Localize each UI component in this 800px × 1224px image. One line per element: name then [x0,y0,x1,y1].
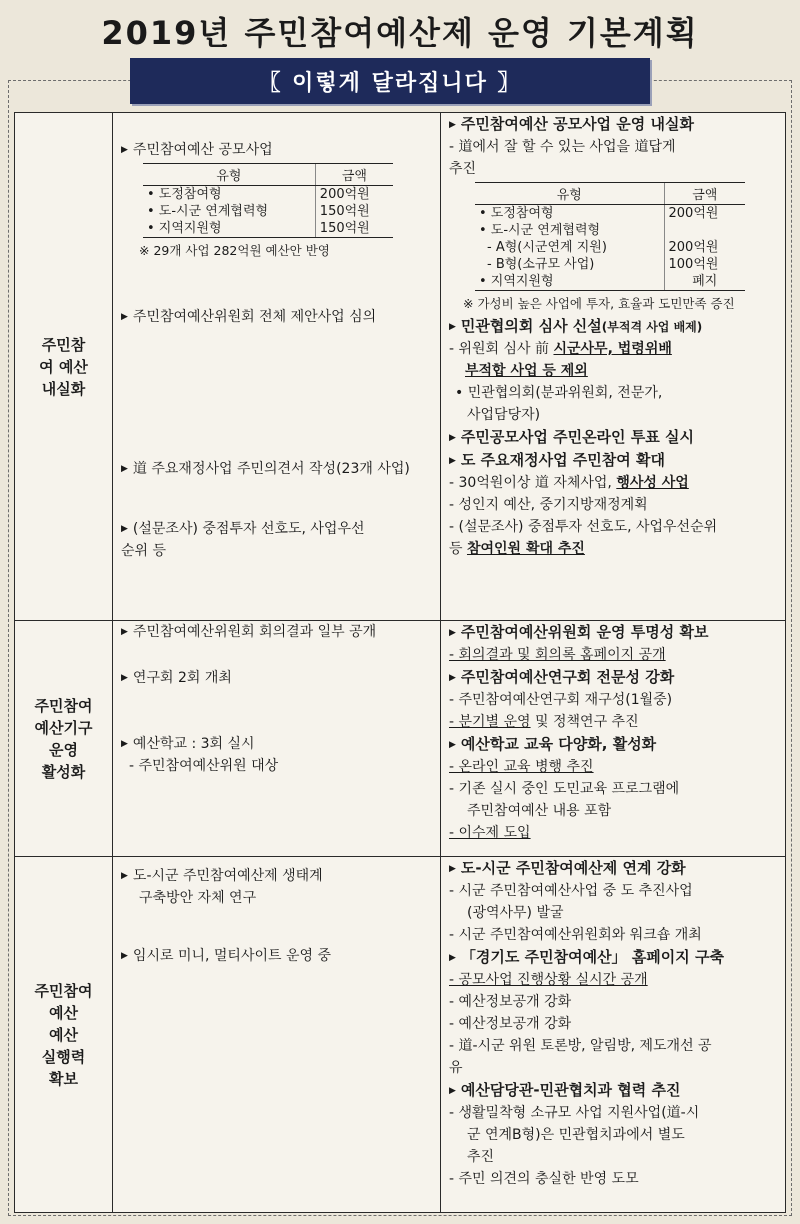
after-cell: ▶ 주민참여예산 공모사업 운영 내실화 - 道에서 잘 할 수 있는 사업을 道답게 추진 유형 금액 • 도정참여형 200억원 • 도-시군 연계협력형 - A형(시군연계 지원) 200억원 - B형(소규모 사업) 100억원 • 지역지원형 폐지 ※ 가성비 높은 사업에 투자, 효율과 도민만족 증진 ▶ 민관협의회 심사 신설(부적격 사업 배제) - 위원회 심사 前 시군사무, 법령위배 부적합 사업 등 제외 • 민관협의회(분과위원회, 전문가, 사업담당자) ▶ 주민공모사업 주민온라인 투표 실시 ▶ 도 주요재정사업 주민참여 확대 - 30억원이상 道 자체사업, 행사성 사업 - 성인지 예산, 중기지방재정계획 - (설문조사) 중점투자 선호도, 사업우선순위 등 참여인원 확대 추진 [441,113,786,621]
heading: ▶ 민관협의회 심사 신설(부적격 사업 배제) [449,317,703,335]
category-cell: 주민참여 예산 예산 실행력 확보 [15,857,113,1213]
arrow-right-icon: ▶ [449,673,456,683]
list-item: ▶ (설문조사) 중점투자 선호도, 사업우선 [121,521,365,537]
table-row [15,621,786,857]
arrow-right-icon: ▶ [449,740,456,750]
note: ※ 29개 사업 282억원 예산안 반영 [139,243,330,258]
note: ※ 가성비 높은 사업에 투자, 효율과 도민만족 증진 [463,296,735,311]
heading: ▶ 예산학교 교육 다양화, 활성화 [449,735,657,753]
arrow-right-icon: ▶ [121,951,128,961]
list-item: ▶ 道 주요재정사업 주민의견서 작성(23개 사업) [121,461,410,477]
after-cell: ▶ 주민참여예산위원회 운영 투명성 확보 - 회의결과 및 회의록 홈페이지 공개 ▶ 주민참여예산연구회 전문성 강화 - 주민참여예산연구회 재구성(1월중) - 분기별 운영 및 정책연구 추진 ▶ 예산학교 교육 다양화, 활성화 - 온라인 교육 병행 추진 - 기존 실시 중인 도민교육 프로그램에 주민참여예산 내용 포함 - 이수제 도입 [441,621,786,857]
heading: ▶ 도 주요재정사업 주민참여 확대 [449,451,665,469]
budget-table: 유형 금액 • 도정참여형 200억원 • 도-시군 연계협력형 - A형(시군연계 지원) 200억원 - B형(소규모 사업) 100억원 • 지역지원형 폐지 [475,182,745,291]
arrow-right-icon: ▶ [449,433,456,443]
arrow-right-icon: ▶ [121,464,128,474]
after-cell: ▶ 도-시군 주민참여예산제 연계 강화 - 시군 주민참여예산사업 중 도 추진사업 (광역사무) 발굴 - 시군 주민참여예산위원회와 워크숍 개최 ▶ 「경기도 주민참여예산」 홈페이지 구축 - 공모사업 진행상황 실시간 공개 - 예산정보공개 강화 - 예산정보공개 강화 - 道-시군 위원 토론방, 알림방, 제도개선 공 유 ▶ 예산담당관-민관협치과 협력 추진 - 생활밀착형 소규모 사업 지원사업(道-시 군 연계B형)은 민관협치과에서 별도 추진 - 주민 의견의 충실한 반영 도모 [441,857,786,1213]
table-row [15,113,786,621]
category-cell: 주민참 여 예산 내실화 [15,113,113,621]
before-cell: ▶ 도-시군 주민참여예산제 생태계 구축방안 자체 연구 ▶ 임시로 미니, 멀티사이트 운영 중 [113,857,441,1213]
arrow-right-icon: ▶ [449,953,456,963]
heading: ▶ 주민참여예산위원회 운영 투명성 확보 [449,623,709,641]
arrow-right-icon: ▶ [449,1086,456,1096]
arrow-right-icon: ▶ [449,628,456,638]
arrow-right-icon: ▶ [449,456,456,466]
heading: ▶ 주민공모사업 주민온라인 투표 실시 [449,428,694,446]
before-cell: ▶ 주민참여예산 공모사업 유형 금액 • 도정참여형 200억원 • 도-시군 연계협력형 150억원 • 지역지원형 150억원 ※ 29개 사업 282억원 예산안 반영 ▶ 주민참여예산위원회 전체 제안사업 심의 ▶ 道 주요재정사업 주민의견서 작성(23개 사업) ▶ (설문조사) 중점투자 선호도, 사업우선 순위 등 [113,113,441,621]
comparison-table [14,112,786,1213]
list-item: ▶ 도-시군 주민참여예산제 생태계 [121,868,323,884]
list-item: ▶ 주민참여예산위원회 회의결과 일부 공개 [121,624,377,640]
category-cell: 주민참여 예산기구 운영 활성화 [15,621,113,857]
arrow-right-icon: ▶ [121,673,128,683]
arrow-right-icon: ▶ [121,145,128,155]
arrow-right-icon: ▶ [121,739,128,749]
page-title: 2019년 주민참여예산제 운영 기본계획 [101,14,699,52]
arrow-right-icon: ▶ [121,871,128,881]
heading: ▶ 「경기도 주민참여예산」 홈페이지 구축 [449,948,724,966]
heading: ▶ 도-시군 주민참여예산제 연계 강화 [449,859,686,877]
list-item: ▶ 주민참여예산위원회 전체 제안사업 심의 [121,309,377,325]
arrow-right-icon: ▶ [449,864,456,874]
heading: ▶ 주민참여예산연구회 전문성 강화 [449,668,675,686]
section-banner: 〖 이렇게 달라집니다 〗 [130,58,650,104]
budget-table: 유형 금액 • 도정참여형 200억원 • 도-시군 연계협력형 150억원 • 지역지원형 150억원 [143,163,393,238]
heading: ▶ 주민참여예산 공모사업 운영 내실화 [449,115,694,133]
arrow-right-icon: ▶ [121,524,128,534]
arrow-right-icon: ▶ [449,120,456,130]
heading: ▶ 예산담당관-민관협치과 협력 추진 [449,1081,681,1099]
list-item: ▶ 예산학교 : 3회 실시 [121,736,255,752]
list-item: ▶ 임시로 미니, 멀티사이트 운영 중 [121,948,331,964]
table-row [15,857,786,1213]
arrow-right-icon: ▶ [121,312,128,322]
arrow-right-icon: ▶ [121,627,128,637]
list-item: ▶ 주민참여예산 공모사업 [121,142,273,158]
before-cell: ▶ 주민참여예산위원회 회의결과 일부 공개 ▶ 연구회 2회 개최 ▶ 예산학교 : 3회 실시 - 주민참여예산위원 대상 [113,621,441,857]
list-item: ▶ 연구회 2회 개최 [121,670,232,686]
arrow-right-icon: ▶ [449,322,456,332]
